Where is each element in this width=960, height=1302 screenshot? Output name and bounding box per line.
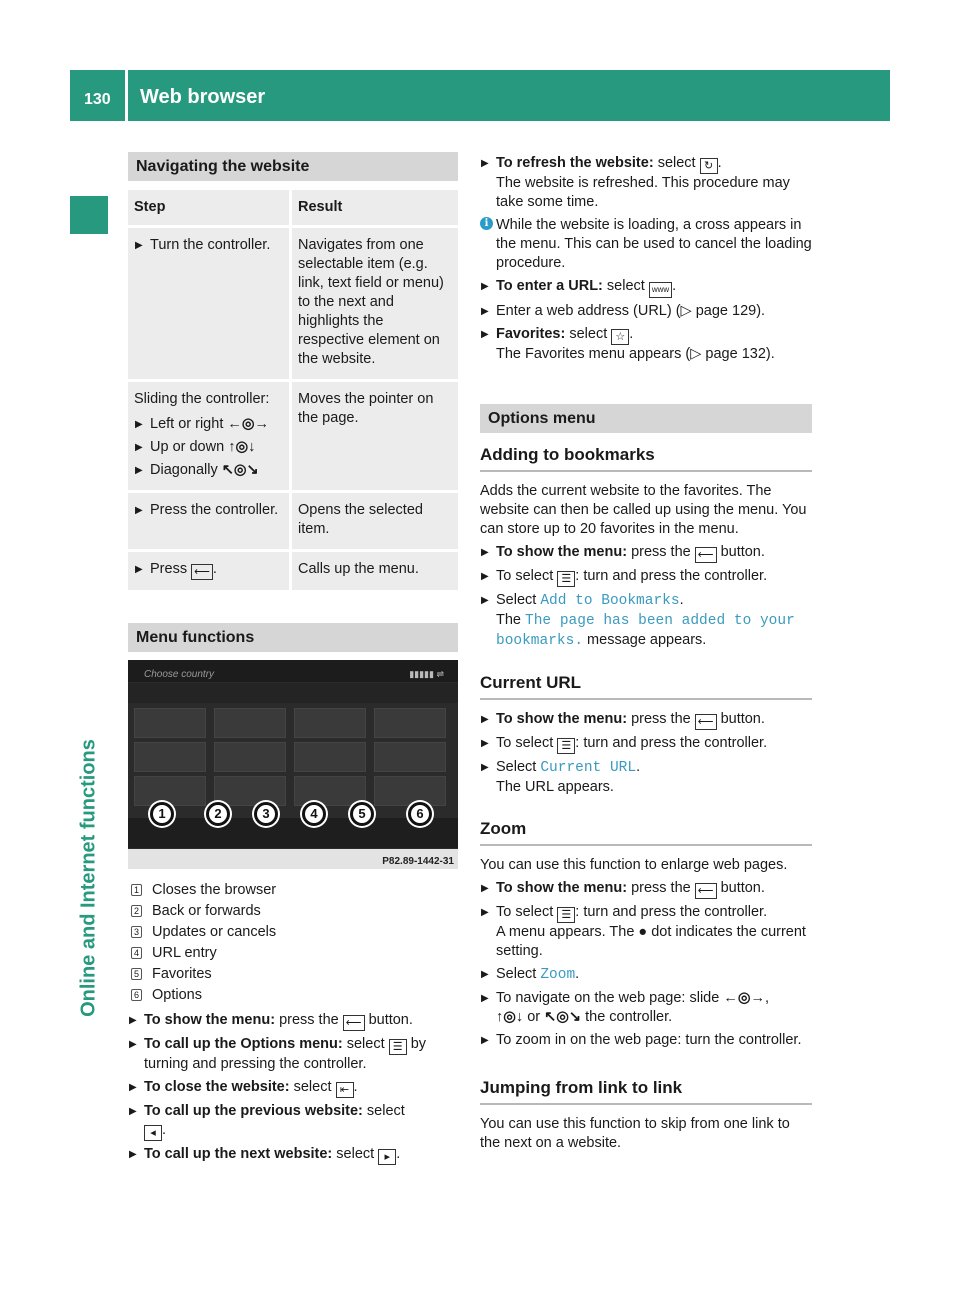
subheading-bookmarks: Adding to bookmarks	[480, 445, 812, 472]
instruction-options-menu: ▶ To call up the Options menu: select ☰ by turning and pressing the controller.	[128, 1035, 458, 1074]
controller-slide-horizontal-icon: ←◎→	[723, 990, 765, 1006]
info-note: i While the website is loading, a cross appears in the menu. This can be used to cancel the loading procedure.	[480, 216, 812, 273]
instruction-zoom-in: ▶ To zoom in on the web page: turn the controller.	[480, 1031, 812, 1050]
menu-item-add-to-bookmarks: Add to Bookmarks	[540, 593, 680, 609]
legend-item: 5 Favorites	[128, 965, 458, 984]
instruction-select-options: ▶ To select ☰ : turn and press the controller.	[480, 734, 812, 754]
screen-address-bar	[128, 683, 458, 703]
table-row	[128, 493, 458, 549]
options-menu-icon: ☰	[389, 1039, 407, 1055]
browser-screenshot	[128, 660, 458, 869]
instruction-select-options: ▶ To select ☰ : turn and press the controller. A menu appears. The ● dot indicates the current setting.	[480, 903, 812, 961]
step-text: ▶ Press the controller.	[134, 501, 283, 520]
options-menu-icon: ☰	[557, 907, 575, 923]
back-button-icon: ⟵	[343, 1015, 365, 1031]
info-icon: i	[480, 217, 493, 230]
instruction-select-zoom: ▶ Select Zoom.	[480, 965, 812, 985]
steps-table	[128, 187, 458, 593]
subheading-zoom: Zoom	[480, 819, 812, 846]
step-up-down: ▶ Up or down ↑◎↓	[134, 438, 283, 457]
figure-code: P82.89-1442-31	[382, 856, 454, 867]
legend-item: 3 Updates or cancels	[128, 923, 458, 942]
table-row	[128, 382, 458, 490]
instruction-previous-website: ▶ To call up the previous website: select ◂ .	[128, 1102, 458, 1141]
page-title: Web browser	[140, 86, 266, 108]
controller-slide-vertical-icon: ↑◎↓	[496, 1009, 524, 1025]
table-row	[128, 228, 458, 379]
screen-status: ▮▮▮▮▮ ⇌	[409, 669, 444, 679]
back-button-icon: ⟵	[695, 547, 717, 563]
subheading-current-url: Current URL	[480, 673, 812, 700]
subheading-jumping-links: Jumping from link to link	[480, 1078, 812, 1105]
screen-menu-bar	[128, 818, 458, 848]
sidebar-tab	[70, 196, 108, 234]
favorites-star-icon: ☆	[611, 329, 629, 345]
callout-5: 5	[350, 802, 374, 826]
result-text: Moves the pointer on the page.	[292, 382, 458, 490]
legend-item: 6 Options	[128, 986, 458, 1005]
url-entry-icon: www	[649, 282, 672, 298]
step-text: ▶ Press ⟵ .	[134, 560, 283, 580]
menu-item-zoom: Zoom	[540, 967, 576, 983]
sidebar-label: Online and Internet functions	[77, 739, 100, 1017]
step-diagonal: ▶ Diagonally ↖◎↘	[134, 461, 283, 480]
instruction-next-website: ▶ To call up the next website: select ▸ .	[128, 1145, 458, 1165]
back-button-icon: ⟵	[695, 714, 717, 730]
result-text: Opens the selected item.	[292, 493, 458, 549]
instruction-favorites: ▶ Favorites: select ☆ . The Favorites menu appears (▷ page 132).	[480, 325, 812, 364]
left-column	[128, 152, 458, 1165]
refresh-icon: ↻	[700, 158, 718, 174]
callout-1: 1	[150, 802, 174, 826]
instruction-close-website: ▶ To close the website: select ⇤ .	[128, 1078, 458, 1098]
controller-slide-diagonal-icon: ↖◎↘	[221, 462, 259, 478]
instruction-current-url: ▶ Select Current URL. The URL appears.	[480, 758, 812, 797]
instruction-show-menu: ▶ To show the menu: press the ⟵ button.	[128, 1011, 458, 1031]
instruction-navigate-page: ▶ To navigate on the web page: slide ←◎→, ↑◎↓ or ↖◎↘ the controller.	[480, 989, 812, 1027]
close-browser-icon: ⇤	[336, 1082, 354, 1098]
column-header-step: Step	[128, 190, 292, 225]
step-text: Sliding the controller:	[134, 391, 270, 407]
screen-title-bar	[128, 660, 458, 682]
options-menu-icon: ☰	[557, 571, 575, 587]
menu-item-current-url: Current URL	[540, 760, 637, 776]
instruction-show-menu: ▶ To show the menu: press the ⟵ button.	[480, 879, 812, 899]
controller-slide-diagonal-icon: ↖◎↘	[544, 1009, 582, 1025]
right-column	[480, 152, 812, 1153]
page-number: 130	[84, 91, 111, 108]
header-divider	[125, 70, 128, 121]
table-row	[128, 552, 458, 590]
step-text: ▶ Turn the controller.	[134, 236, 283, 255]
section-heading-options-menu: Options menu	[480, 404, 812, 433]
back-button-icon: ⟵	[191, 564, 213, 580]
instruction-web-address: ▶ Enter a web address (URL) (▷ page 129).	[480, 302, 812, 321]
legend-item: 4 URL entry	[128, 944, 458, 963]
result-text: Calls up the menu.	[292, 552, 458, 590]
screen-title: Choose country	[144, 669, 215, 680]
section-heading-menu-functions: Menu functions	[128, 623, 458, 652]
callout-3: 3	[254, 802, 278, 826]
section-heading-navigating: Navigating the website	[128, 152, 458, 181]
instruction-select-options: ▶ To select ☰ : turn and press the controller.	[480, 567, 812, 587]
zoom-description: You can use this function to enlarge web pages.	[480, 857, 788, 873]
callout-6: 6	[408, 802, 432, 826]
back-arrow-icon: ◂	[144, 1125, 162, 1141]
instruction-refresh: ▶ To refresh the website: select ↻ . The website is refreshed. This procedure may take some time.	[480, 154, 812, 212]
bookmarks-description: Adds the current website to the favorites. The website can then be called up using the menu. You can store up to 20 favorites in the menu.	[480, 483, 807, 537]
step-left-right: ▶ Left or right ←◎→	[134, 415, 283, 434]
options-menu-icon: ☰	[557, 738, 575, 754]
result-text: Navigates from one selectable item (e.g. link, text field or menu) to the next and highlights the respective element on the website.	[292, 228, 458, 379]
jumping-description: You can use this function to skip from one link to the next on a website.	[480, 1116, 790, 1151]
forward-arrow-icon: ▸	[378, 1149, 396, 1165]
instruction-enter-url: ▶ To enter a URL: select www .	[480, 277, 812, 298]
instruction-add-bookmark: ▶ Select Add to Bookmarks. The The page has been added to your bookmarks. message appears.	[480, 591, 812, 651]
column-header-result: Result	[292, 190, 458, 225]
back-button-icon: ⟵	[695, 883, 717, 899]
table-header-row	[128, 190, 458, 225]
controller-slide-horizontal-icon: ←◎→	[227, 416, 270, 432]
legend-item: 2 Back or forwards	[128, 902, 458, 921]
instruction-show-menu: ▶ To show the menu: press the ⟵ button.	[480, 543, 812, 563]
legend-item: 1 Closes the browser	[128, 881, 458, 900]
instruction-show-menu: ▶ To show the menu: press the ⟵ button.	[480, 710, 812, 730]
callout-2: 2	[206, 802, 230, 826]
controller-slide-vertical-icon: ↑◎↓	[228, 439, 256, 455]
callout-4: 4	[302, 802, 326, 826]
